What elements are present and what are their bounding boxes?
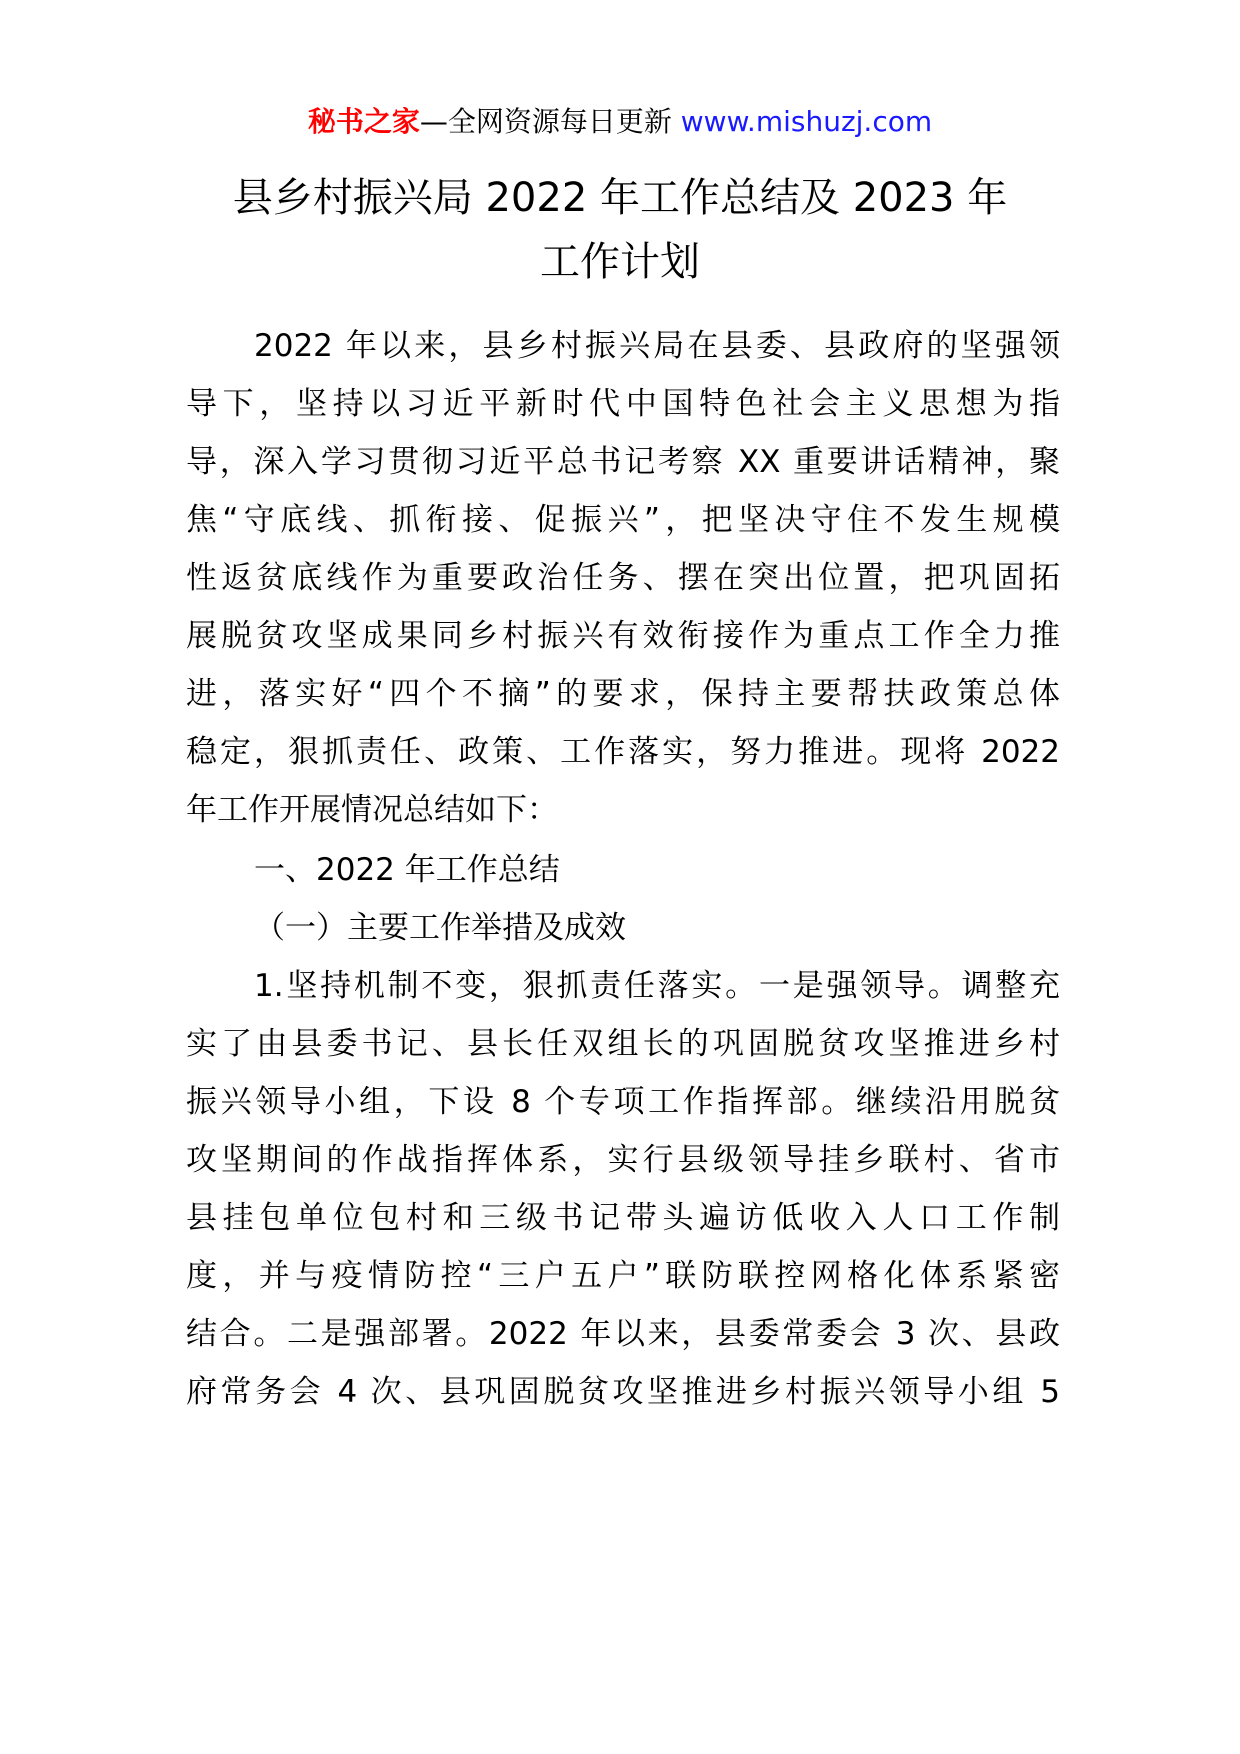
text-line: 县挂包单位包村和三级书记带头遍访低收入人口工作制 xyxy=(186,1200,1060,1236)
text-line: 结合。二是强部署。2022 年以来，县委常委会 3 次、县政 xyxy=(186,1316,1060,1352)
text-line: 振兴领导小组，下设 8 个专项工作指挥部。继续沿用脱贫 xyxy=(186,1084,1060,1120)
text-line: 进，落实好“四个不摘”的要求，保持主要帮扶政策总体 xyxy=(186,676,1060,712)
text-line: 1.坚持机制不变，狠抓责任落实。一是强领导。调整充 xyxy=(254,968,1060,1004)
site-header xyxy=(0,102,1240,142)
text-line: 导，深入学习贯彻习近平总书记考察 XX 重要讲话精神，聚 xyxy=(186,444,1060,480)
text-line: 稳定，狠抓责任、政策、工作落实，努力推进。现将 2022 xyxy=(186,734,1060,770)
subsection-heading xyxy=(186,899,1060,957)
title-line-2: 工作计划 xyxy=(540,239,700,285)
section-heading xyxy=(186,841,1060,899)
document-title xyxy=(120,166,1120,294)
section-1-heading: 一、2022 年工作总结 xyxy=(254,852,560,888)
text-line: 府常务会 4 次、县巩固脱贫攻坚推进乡村振兴领导小组 5 xyxy=(186,1374,1060,1410)
intro-paragraph xyxy=(186,317,1060,839)
header-tagline: —全网资源每日更新 xyxy=(419,105,681,138)
text-line: 实了由县委书记、县长任双组长的巩固脱贫攻坚推进乡村 xyxy=(186,1026,1060,1062)
subsection-1-heading: （一）主要工作举措及成效 xyxy=(254,910,626,946)
text-line: 2022 年以来，县乡村振兴局在县委、县政府的坚强领 xyxy=(254,328,1060,364)
site-url-link[interactable]: www.mishuzj.com xyxy=(680,105,933,138)
text-line: 度，并与疫情防控“三户五户”联防联控网格化体系紧密 xyxy=(186,1258,1060,1294)
text-line: 展脱贫攻坚成果同乡村振兴有效衔接作为重点工作全力推 xyxy=(186,618,1060,654)
text-line: 攻坚期间的作战指挥体系，实行县级领导挂乡联村、省市 xyxy=(186,1142,1060,1178)
item-1-paragraph xyxy=(186,957,1060,1421)
text-line: 年工作开展情况总结如下： xyxy=(186,792,558,828)
text-line: 焦“守底线、抓衔接、促振兴”，把坚决守住不发生规模 xyxy=(186,502,1060,538)
brand-name: 秘书之家 xyxy=(307,105,420,138)
title-line-1: 县乡村振兴局 2022 年工作总结及 2023 年 xyxy=(232,175,1008,221)
text-line: 导下，坚持以习近平新时代中国特色社会主义思想为指 xyxy=(186,386,1060,422)
text-line: 性返贫底线作为重要政治任务、摆在突出位置，把巩固拓 xyxy=(186,560,1060,596)
